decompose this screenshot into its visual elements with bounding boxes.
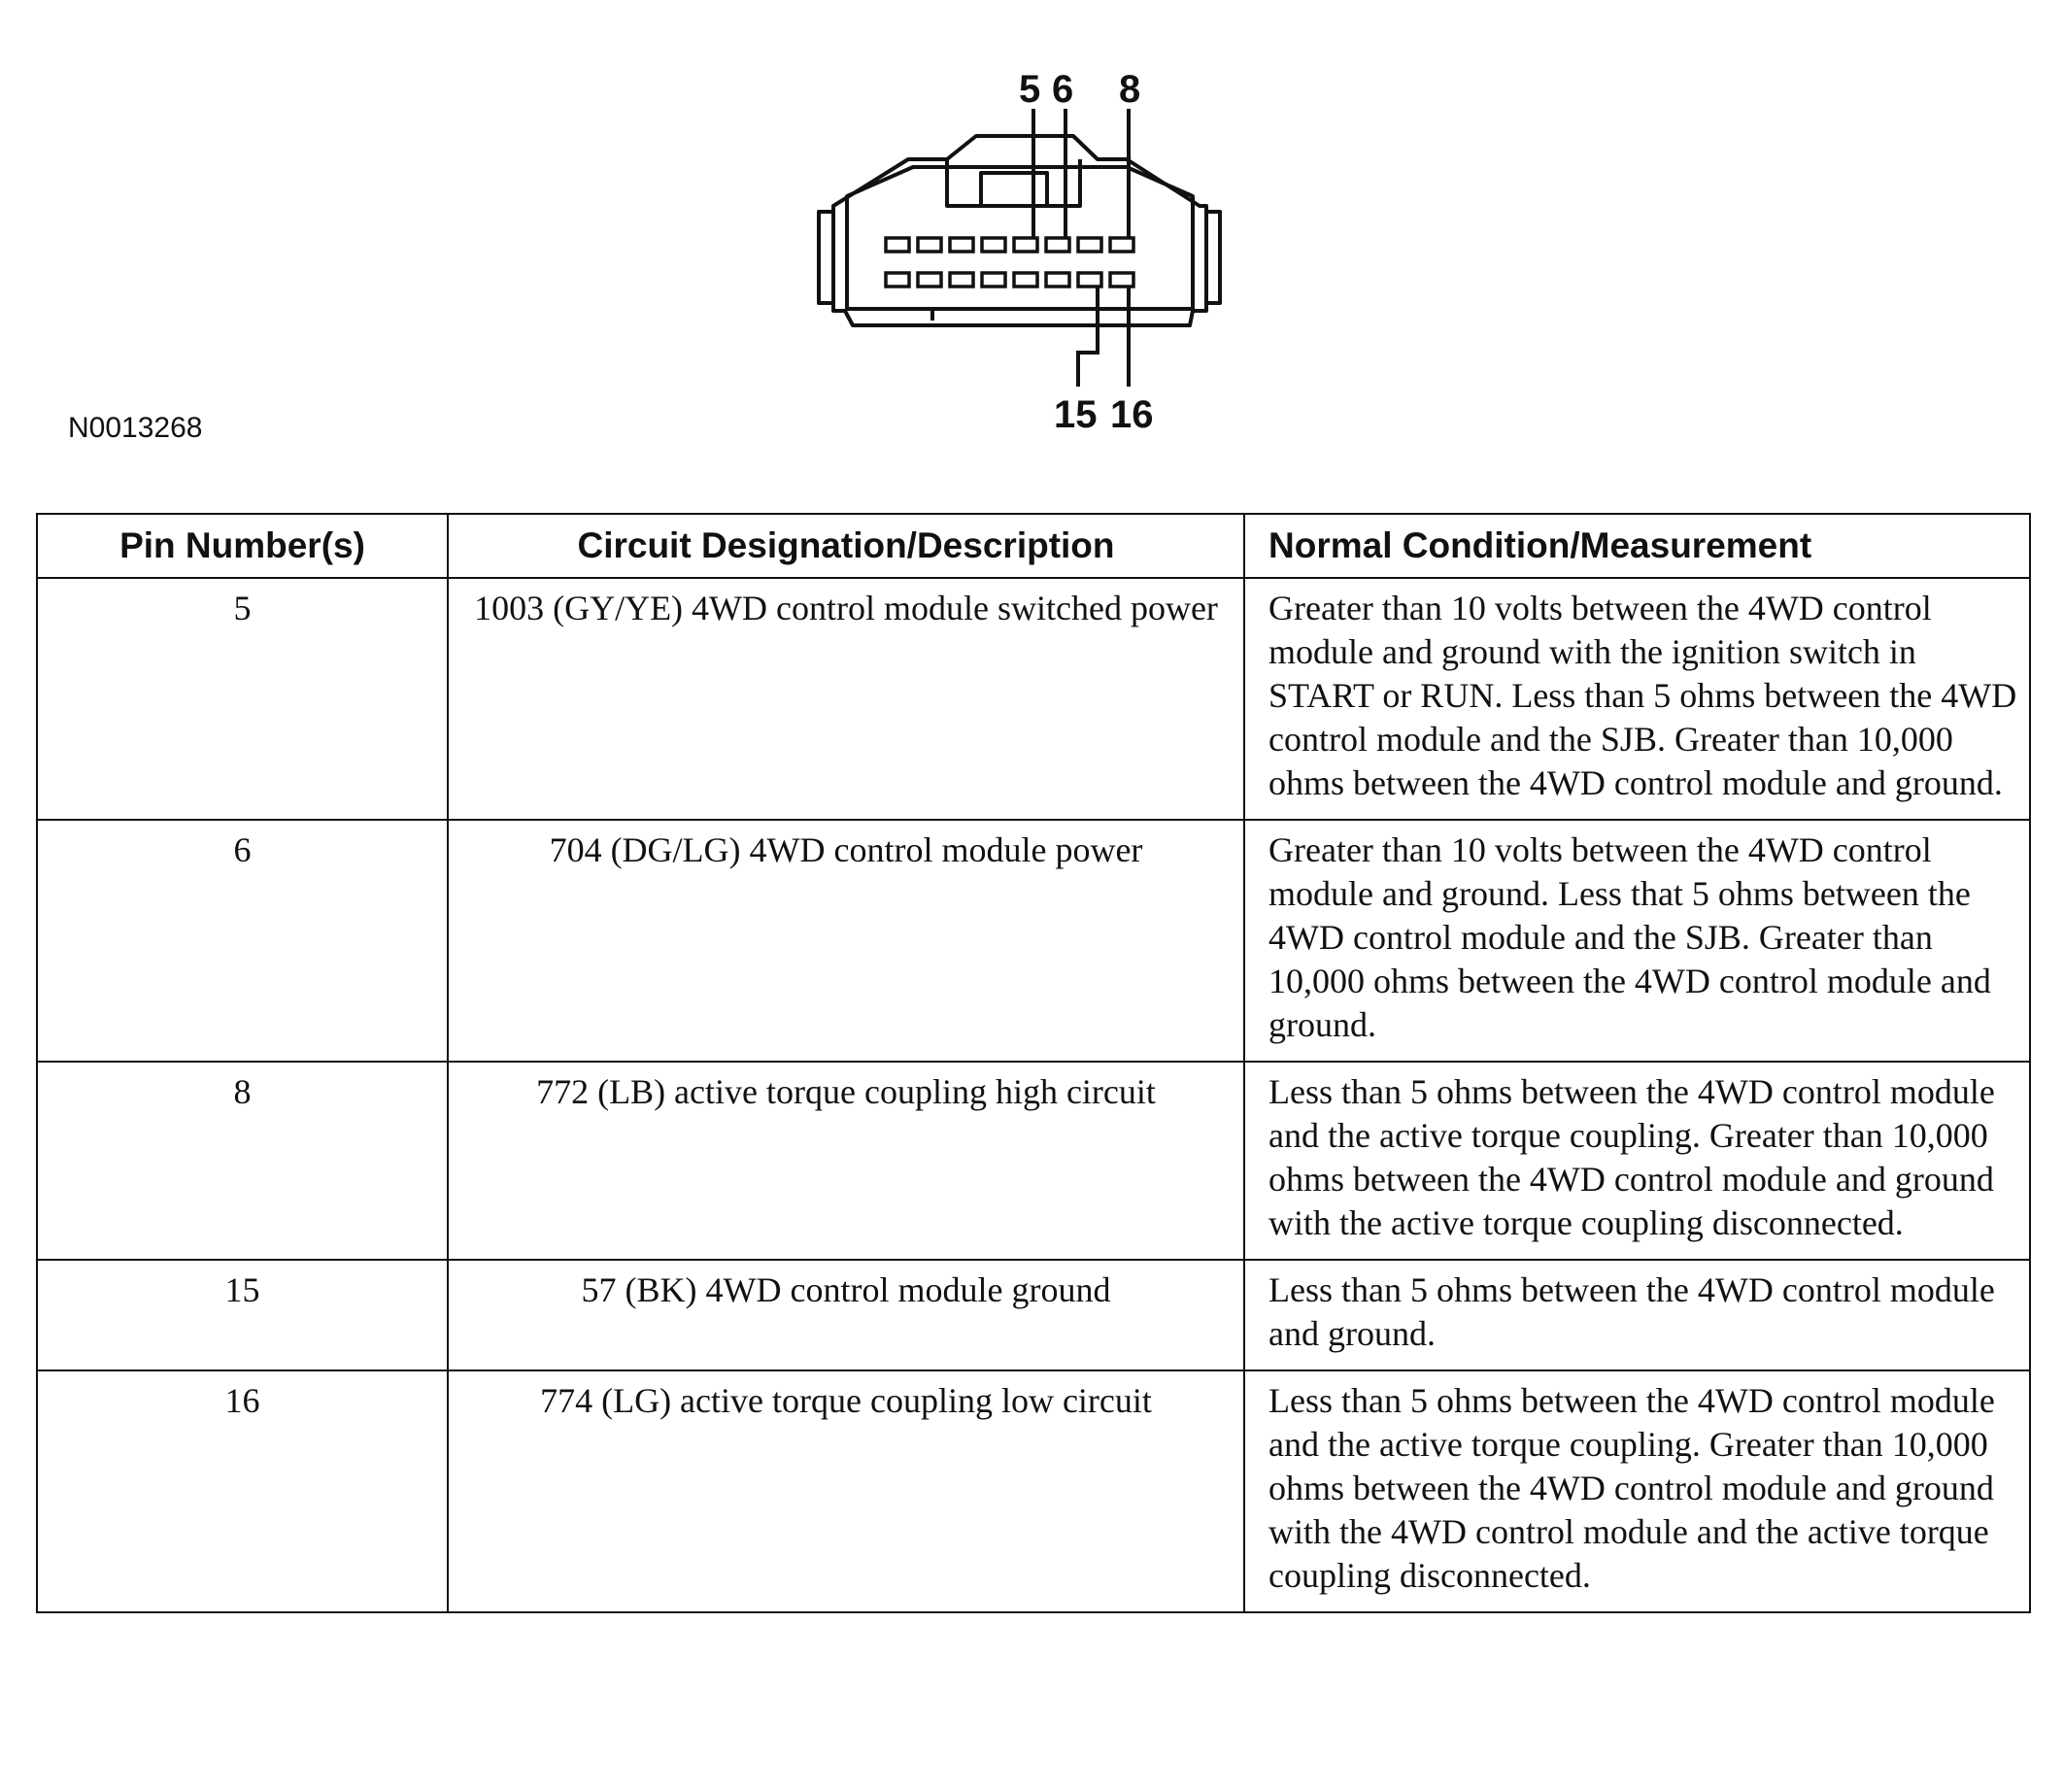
pin-table [36,513,2031,1613]
cell-pin: 16 [37,1370,448,1612]
pin-label-5: 5 [1019,68,1041,111]
cell-pin: 15 [37,1260,448,1370]
table-row [37,1260,2030,1370]
top-row-cavities [886,238,1133,252]
table-row [37,1062,2030,1260]
cell-circuit: 774 (LG) active torque coupling low circuit [448,1370,1244,1612]
table-row [37,578,2030,820]
table-row [37,820,2030,1062]
cell-circuit: 57 (BK) 4WD control module ground [448,1260,1244,1370]
cell-condition: Greater than 10 volts between the 4WD control module and ground. Less that 5 ohms between the 4WD control module and the SJB. Greater than 10,000 ohms between the 4WD control module and ground. [1244,820,2030,1062]
table-row [37,1370,2030,1612]
cell-condition: Greater than 10 volts between the 4WD control module and ground with the ignition switch in START or RUN. Less than 5 ohms between the 4WD control module and the SJB. Greater than 10,000 ohms between the 4WD control module and ground. [1244,578,2030,820]
cell-pin: 6 [37,820,448,1062]
cell-pin: 8 [37,1062,448,1260]
cell-circuit: 1003 (GY/YE) 4WD control module switched power [448,578,1244,820]
cell-circuit: 704 (DG/LG) 4WD control module power [448,820,1244,1062]
header-pin: Pin Number(s) [37,514,448,578]
cell-circuit: 772 (LB) active torque coupling high circuit [448,1062,1244,1260]
bottom-row-cavities [886,273,1133,287]
pin-label-6: 6 [1052,68,1074,111]
connector-diagram [0,0,2063,466]
header-condition: Normal Condition/Measurement [1244,514,2030,578]
figure-id: N0013268 [68,412,203,444]
cell-condition: Less than 5 ohms between the 4WD control module and ground. [1244,1260,2030,1370]
header-circuit: Circuit Designation/Description [448,514,1244,578]
cell-pin: 5 [37,578,448,820]
cell-condition: Less than 5 ohms between the 4WD control module and the active torque coupling. Greater than 10,000 ohms between the 4WD control module and ground with the 4WD control module and the active torque coupling disconnected. [1244,1370,2030,1612]
pin-label-15: 15 [1054,393,1098,436]
connector-housing [819,136,1220,325]
pin-label-16: 16 [1110,393,1154,436]
cell-condition: Less than 5 ohms between the 4WD control module and the active torque coupling. Greater than 10,000 ohms between the 4WD control module and ground with the active torque coupling disconnected. [1244,1062,2030,1260]
table-header-row [37,514,2030,578]
pin-label-8: 8 [1119,68,1141,111]
